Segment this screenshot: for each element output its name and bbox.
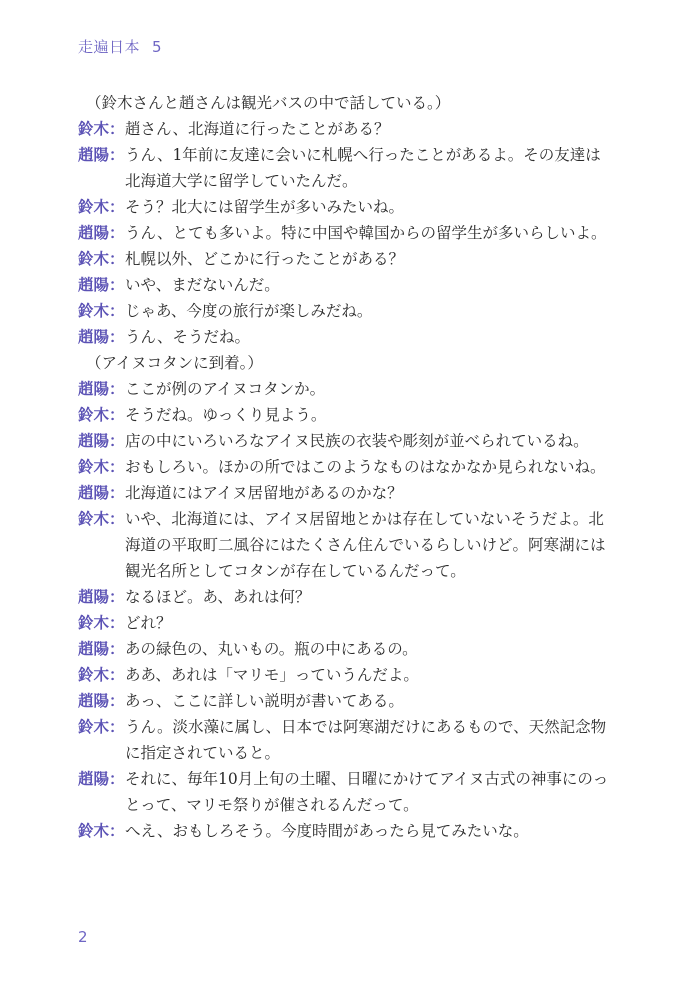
speaker-name: 鈴木 bbox=[78, 406, 110, 424]
speaker-name: 趙陽 bbox=[78, 146, 110, 164]
book-title: 走遍日本 bbox=[78, 38, 141, 56]
utterance-line: そう？北大には留学生が多いみたいね。 bbox=[125, 198, 405, 216]
utterance-line: 北海道大学に留学していたんだ。 bbox=[125, 172, 358, 190]
speaker-name: 鈴木 bbox=[78, 302, 110, 320]
dialogue-line bbox=[78, 246, 638, 272]
dialogue-line bbox=[78, 610, 638, 636]
utterance-line: うん。淡水藻に属し、日本では阿寒湖だけにあるもので、天然記念物 bbox=[125, 718, 607, 736]
speaker-name: 趙陽 bbox=[78, 588, 110, 606]
dialogue-line bbox=[78, 636, 638, 662]
speaker-name: 鈴木 bbox=[78, 120, 110, 138]
speaker-name: 趙陽 bbox=[78, 380, 110, 398]
speaker-name: 鈴木 bbox=[78, 458, 110, 476]
utterance bbox=[125, 766, 638, 818]
speaker-colon: ： bbox=[109, 302, 125, 320]
utterance bbox=[125, 428, 638, 454]
utterance bbox=[125, 454, 638, 480]
utterance-line: に指定されていると。 bbox=[125, 744, 281, 762]
utterance-line: 北海道にはアイヌ居留地があるのかな？ bbox=[125, 484, 403, 502]
speaker-name: 鈴木 bbox=[78, 510, 110, 528]
utterance-line: うん、そうだね。 bbox=[125, 328, 250, 346]
speaker-colon: ： bbox=[109, 588, 125, 606]
utterance bbox=[125, 298, 638, 324]
speaker-colon: ： bbox=[109, 484, 125, 502]
utterance-line: それに、毎年10月上旬の土曜、日曜にかけてアイヌ古式の神事にのっ bbox=[125, 770, 609, 788]
dialogue-line bbox=[78, 818, 638, 844]
dialogue-line bbox=[78, 376, 638, 402]
dialogue-line bbox=[78, 480, 638, 506]
utterance-line: 札幌以外、どこかに行ったことがある？ bbox=[125, 250, 405, 268]
dialogue-line bbox=[78, 116, 638, 142]
speaker-colon: ： bbox=[109, 224, 125, 242]
dialogue-line bbox=[78, 194, 638, 220]
utterance bbox=[125, 402, 638, 428]
utterance-line: あっ、ここに詳しい説明が書いてある。 bbox=[125, 692, 404, 710]
utterance bbox=[125, 272, 638, 298]
speaker-colon: ： bbox=[109, 666, 125, 684]
dialogue-body bbox=[78, 90, 638, 844]
utterance-line: 海道の平取町二風谷にはたくさん住んでいるらしいけど。阿寒湖には bbox=[125, 536, 606, 554]
dialogue-line bbox=[78, 662, 638, 688]
speaker-colon: ： bbox=[109, 692, 125, 710]
dialogue-line bbox=[78, 428, 638, 454]
speaker-colon: ： bbox=[109, 458, 125, 476]
speaker-name: 趙陽 bbox=[78, 224, 110, 242]
utterance bbox=[125, 610, 638, 636]
utterance-line: あの緑色の、丸いもの。瓶の中にあるの。 bbox=[125, 640, 418, 658]
dialogue-line bbox=[78, 402, 638, 428]
utterance-line: いや、北海道には、アイヌ居留地とかは存在していないそうだよ。北 bbox=[125, 510, 604, 528]
utterance-line: なるほど。あ、あれは何？ bbox=[125, 588, 311, 606]
dialogue-line bbox=[78, 220, 638, 246]
speaker-colon: ： bbox=[109, 276, 125, 294]
speaker-name: 鈴木 bbox=[78, 822, 110, 840]
speaker-colon: ： bbox=[109, 328, 125, 346]
utterance-line: 観光名所としてコタンが存在しているんだって。 bbox=[125, 562, 466, 580]
utterance-line: そうだね。ゆっくり見よう。 bbox=[125, 406, 327, 424]
utterance-line: へえ、おもしろそう。今度時間があったら見てみたいな。 bbox=[125, 822, 529, 840]
speaker-colon: ： bbox=[109, 432, 125, 450]
utterance bbox=[125, 142, 638, 194]
dialogue-line bbox=[78, 584, 638, 610]
speaker-colon: ： bbox=[109, 640, 125, 658]
utterance-line: うん、とても多いよ。特に中国や韓国からの留学生が多いらしいよ。 bbox=[125, 224, 607, 242]
utterance-line: うん、1年前に友達に会いに札幌へ行ったことがあるよ。その友達は bbox=[125, 146, 601, 164]
running-header bbox=[78, 36, 162, 57]
dialogue-line bbox=[78, 714, 638, 766]
dialogue-line bbox=[78, 142, 638, 194]
utterance-line: おもしろい。ほかの所ではこのようなものはなかなか見られないね。 bbox=[125, 458, 606, 476]
speaker-name: 鈴木 bbox=[78, 666, 110, 684]
speaker-name: 趙陽 bbox=[78, 432, 110, 450]
dialogue-line bbox=[78, 272, 638, 298]
utterance-line: いや、まだないんだ。 bbox=[125, 276, 280, 294]
utterance bbox=[125, 220, 638, 246]
utterance-line: どれ？ bbox=[125, 614, 172, 632]
speaker-name: 鈴木 bbox=[78, 718, 110, 736]
utterance bbox=[125, 480, 638, 506]
dialogue-line bbox=[78, 324, 638, 350]
speaker-colon: ： bbox=[109, 380, 125, 398]
utterance bbox=[125, 818, 638, 844]
speaker-colon: ： bbox=[109, 510, 125, 528]
speaker-colon: ： bbox=[109, 822, 125, 840]
stage-direction: （アイヌコタンに到着。） bbox=[86, 354, 263, 372]
speaker-colon: ： bbox=[109, 146, 125, 164]
utterance bbox=[125, 506, 638, 584]
speaker-name: 鈴木 bbox=[78, 614, 110, 632]
dialogue-line bbox=[78, 688, 638, 714]
utterance bbox=[125, 324, 638, 350]
utterance bbox=[125, 714, 638, 766]
speaker-name: 鈴木 bbox=[78, 250, 110, 268]
utterance-line: 趙さん、北海道に行ったことがある？ bbox=[125, 120, 390, 138]
speaker-name: 趙陽 bbox=[78, 770, 110, 788]
speaker-colon: ： bbox=[109, 120, 125, 138]
utterance bbox=[125, 376, 638, 402]
speaker-name: 趙陽 bbox=[78, 640, 110, 658]
dialogue-line bbox=[78, 298, 638, 324]
speaker-name: 趙陽 bbox=[78, 692, 110, 710]
utterance-line: とって、マリモ祭りが催されるんだって。 bbox=[125, 796, 419, 814]
speaker-name: 趙陽 bbox=[78, 484, 110, 502]
utterance bbox=[125, 246, 638, 272]
dialogue-line bbox=[78, 766, 638, 818]
utterance bbox=[125, 662, 638, 688]
utterance-line: 店の中にいろいろなアイヌ民族の衣装や彫刻が並べられているね。 bbox=[125, 432, 589, 450]
utterance-line: ここが例のアイヌコタンか。 bbox=[125, 380, 326, 398]
utterance bbox=[125, 584, 638, 610]
dialogue-line bbox=[78, 454, 638, 480]
utterance bbox=[125, 116, 638, 142]
utterance bbox=[125, 636, 638, 662]
speaker-colon: ： bbox=[109, 770, 125, 788]
utterance-line: ああ、あれは「マリモ」っていうんだよ。 bbox=[125, 666, 419, 684]
speaker-name: 趙陽 bbox=[78, 328, 110, 346]
utterance-line: じゃあ、今度の旅行が楽しみだね。 bbox=[125, 302, 373, 320]
dialogue-line bbox=[78, 506, 638, 584]
utterance bbox=[125, 688, 638, 714]
speaker-colon: ： bbox=[109, 250, 125, 268]
stage-direction: （鈴木さんと趙さんは観光バスの中で話している。） bbox=[86, 94, 451, 112]
speaker-colon: ： bbox=[109, 614, 125, 632]
speaker-name: 鈴木 bbox=[78, 198, 110, 216]
speaker-colon: ： bbox=[109, 198, 125, 216]
chapter-number: 5 bbox=[152, 38, 163, 56]
speaker-name: 趙陽 bbox=[78, 276, 110, 294]
utterance bbox=[125, 194, 638, 220]
speaker-colon: ： bbox=[109, 718, 125, 736]
page-number: 2 bbox=[78, 928, 88, 946]
speaker-colon: ： bbox=[109, 406, 125, 424]
